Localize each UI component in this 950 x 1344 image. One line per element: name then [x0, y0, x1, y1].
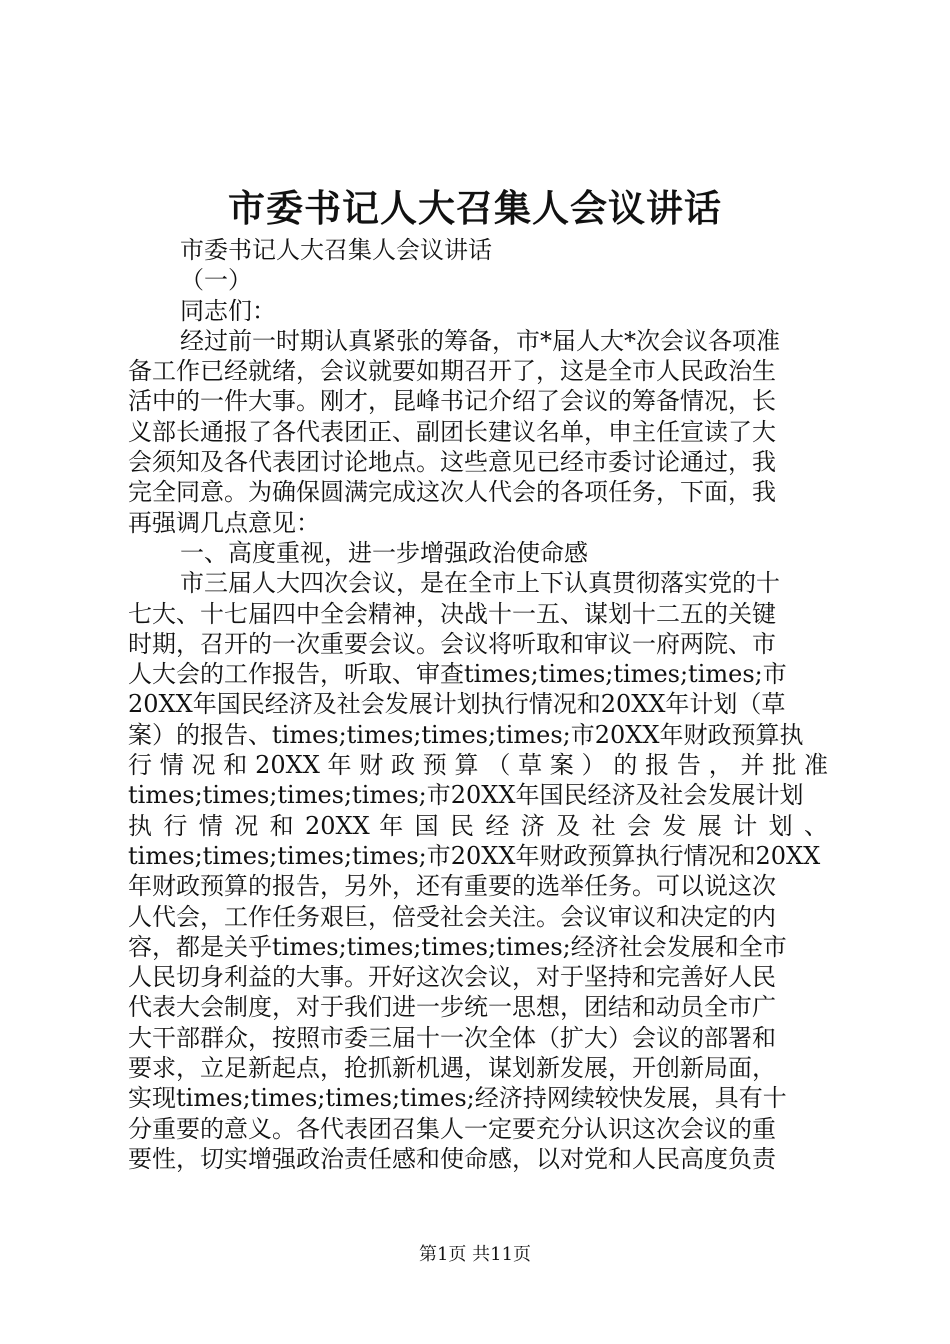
- body-line: 代表大会制度，对于我们进一步统一思想，团结和动员全市广: [128, 993, 776, 1022]
- document-title: 市委书记人大召集人会议讲话: [228, 186, 722, 230]
- body-line: times;times;times;times;市20XX年财政预算执行情况和20XX: [128, 841, 821, 870]
- body-line: 行 情 况 和 20XX 年 财 政 预 算 （ 草 案 ） 的 报 告 ， 并 批 准: [128, 751, 828, 780]
- body-line: 年财政预算的报告，另外，还有重要的选举任务。可以说这次: [128, 872, 776, 901]
- body-line: 20XX年国民经济及社会发展计划执行情况和20XX年计划（草: [128, 690, 786, 719]
- body-line: 案）的报告、times;times;times;times;市20XX年财政预算执: [128, 720, 804, 749]
- body-line: 容，都是关乎times;times;times;times;经济社会发展和全市: [128, 932, 787, 961]
- body-line: 会须知及各代表团讨论地点。这些意见已经市委讨论通过，我: [128, 448, 776, 477]
- body-line: 备工作已经就绪，会议就要如期召开了，这是全市人民政治生: [128, 357, 776, 386]
- body-line: 七大、十七届四中全会精神，决战十一五、谋划十二五的关键: [128, 599, 776, 628]
- body-line: 完全同意。为确保圆满完成这次人代会的各项任务，下面，我: [128, 478, 776, 507]
- body-line: 人大会的工作报告，听取、审查times;times;times;times;市: [128, 660, 787, 689]
- body-line: times;times;times;times;市20XX年国民经济及社会发展计划: [128, 781, 804, 810]
- body-line: 执 行 情 况 和 20XX 年 国 民 经 济 及 社 会 发 展 计 划 、: [128, 811, 828, 840]
- body-line: 实现times;times;times;times;经济持网续较快发展，具有十: [128, 1084, 787, 1113]
- body-line: 再强调几点意见：: [128, 508, 320, 537]
- subtitle-line: 市委书记人大召集人会议讲话: [180, 236, 492, 264]
- body-line: 市三届人大四次会议，是在全市上下认真贯彻落实党的十: [180, 569, 780, 598]
- body-line: 经过前一时期认真紧张的筹备，市*届人大*次会议各项准: [180, 326, 780, 355]
- body-line: 要性，切实增强政治责任感和使命感，以对党和人民高度负责: [128, 1144, 776, 1173]
- body-line: 人民切身利益的大事。开好这次会议，对于坚持和完善好人民: [128, 963, 776, 992]
- salutation-line: 同志们：: [180, 296, 276, 325]
- document-body: [128, 235, 828, 1174]
- body-line: 活中的一件大事。刚才，昆峰书记介绍了会议的筹备情况，长: [128, 387, 776, 416]
- body-line: 要求，立足新起点，抢抓新机遇，谋划新发展，开创新局面，: [128, 1054, 776, 1083]
- section-heading: 一、高度重视，进一步增强政治使命感: [180, 538, 588, 567]
- page-number-footer: 第1页 共11页: [418, 1244, 532, 1265]
- body-line: 分重要的意义。各代表团召集人一定要充分认识这次会议的重: [128, 1114, 776, 1143]
- body-line: 人代会，工作任务艰巨，倍受社会关注。会议审议和决定的内: [128, 902, 776, 931]
- section-number-line: （一）: [180, 266, 252, 295]
- body-line: 大干部群众，按照市委三届十一次全体（扩大）会议的部署和: [128, 1023, 776, 1052]
- body-line: 义部长通报了各代表团正、副团长建议名单，申主任宣读了大: [128, 417, 776, 446]
- body-line: 时期，召开的一次重要会议。会议将听取和审议一府两院、市: [128, 629, 776, 658]
